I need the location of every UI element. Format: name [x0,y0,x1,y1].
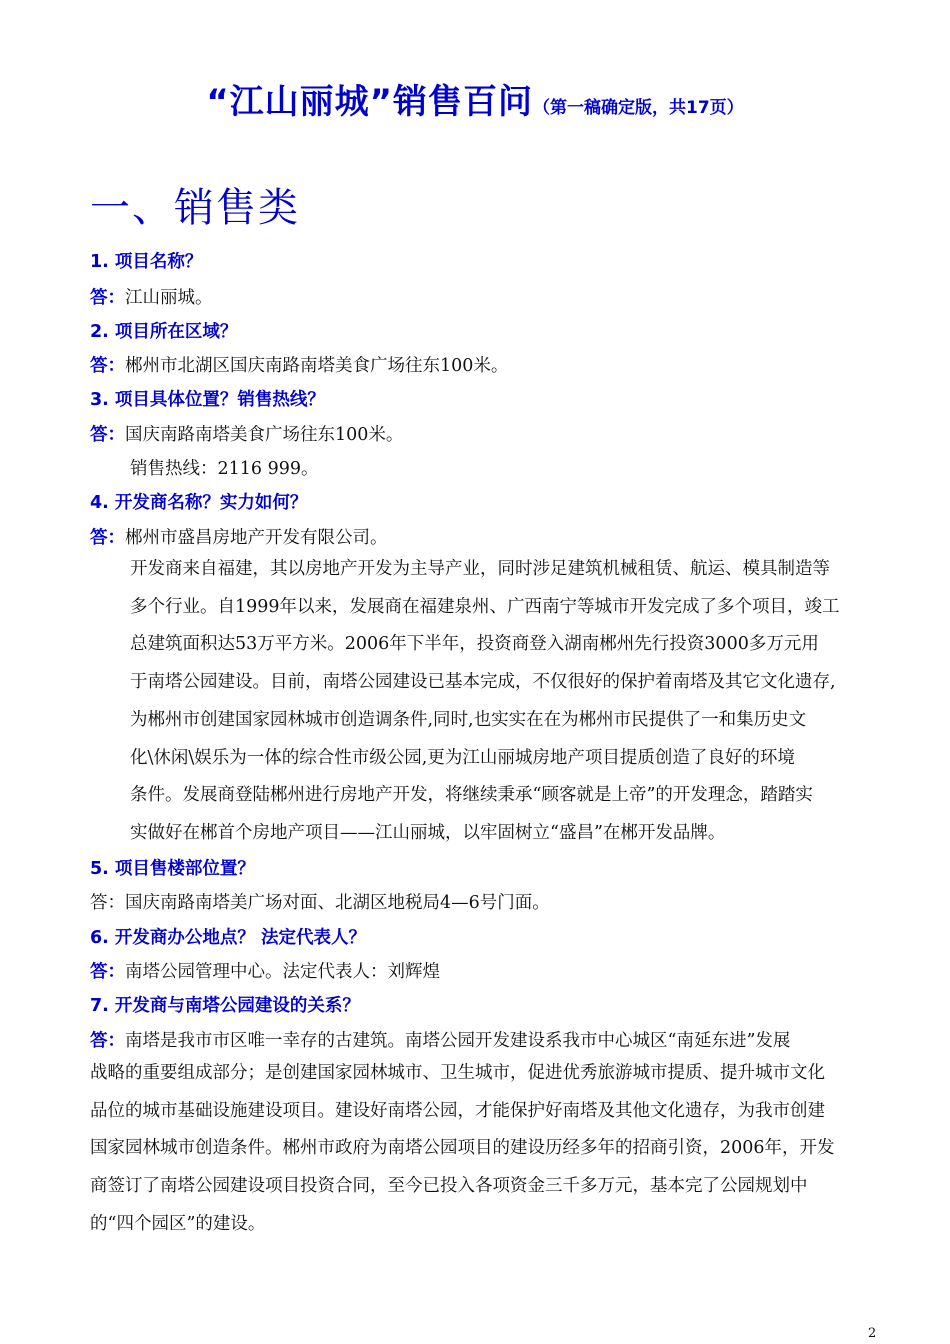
question-5: 5. 项目售楼部位置？ [90,859,255,879]
answer-text: 郴州市北湖区国庆南路南塔美食广场往东100米。 [125,356,509,376]
paragraph-line: 实做好在郴首个房地产项目——江山丽城，以牢固树立“盛昌”在郴开发品牌。 [130,822,726,843]
section-heading: 一、销售类 [90,185,300,231]
paragraph-line: 国家园林城市创造条件。郴州市政府为南塔公园项目的建设历经多年的招商引资，2006年，开发 [90,1138,835,1159]
answer-label: 答： [90,528,125,548]
paragraph-line: 战略的重要组成部分；是创建国家园林城市、卫生城市，促进优秀旅游城市提质、提升城市文化 [90,1063,825,1083]
park-relationship-text [90,1055,880,1244]
answer-3 [90,421,403,446]
answer-text: 郴州市盛昌房地产开发有限公司。 [125,528,388,548]
paragraph-line: 开发商来自福建，其以房地产开发为主导产业，同时涉足建筑机械租赁、航运、模具制造等 [130,559,830,579]
question-4: 4. 开发商名称？实力如何？ [90,493,308,513]
paragraph-line: 的“四个园区”的建设。 [90,1213,266,1234]
answer-label: 答： [90,425,125,445]
paragraph-line: 化\休闲\娱乐为一体的综合性市级公园,更为江山丽城房地产项目提质创造了良好的环境 [130,747,795,768]
answer-label: 答： [90,962,125,982]
paragraph-line: 于南塔公园建设。目前，南塔公园建设已基本完成，不仅很好的保护着南塔及其它文化遗存, [130,672,836,693]
answer-1 [90,284,213,309]
paragraph-line: 条件。发展商登陆郴州进行房地产开发，将继续秉承“顾客就是上帝”的开发理念，踏踏实 [130,785,813,806]
answer-6 [90,958,440,983]
paragraph-line: 商签订了南塔公园建设项目投资合同，至今已投入各项资金三千多万元，基本完了公园规划中 [90,1176,808,1197]
title-subtitle: （第一稿确定版，共17页） [533,98,744,118]
question-6: 6. 开发商办公地点？ 法定代表人？ [90,928,367,948]
answer-text: 国庆南路南塔美食广场往东100米。 [125,425,404,445]
answer-4 [90,524,388,549]
question-7: 7. 开发商与南塔公园建设的关系？ [90,996,360,1016]
paragraph-line: 总建筑面积达53万平方米。2006年下半年，投资商登入湖南郴州先行投资3000多万元用 [130,634,819,655]
document-title [0,74,950,123]
paragraph-line: 多个行业。自1999年以来，发展商在福建泉州、广西南宁等城市开发完成了多个项目，竣工 [130,596,840,617]
answer-text: 南塔公园管理中心。法定代表人：刘辉煌 [125,962,440,982]
title-main: “江山丽城”销售百问 [206,82,534,122]
answer-text: 南塔是我市市区唯一幸存的古建筑。南塔公园开发建设系我市中心城区“南延东进”发展 [125,1031,791,1051]
sales-hotline: 销售热线：2116 999。 [130,459,319,479]
answer-label: 答： [90,288,125,308]
question-2: 2. 项目所在区域？ [90,322,238,342]
answer-label: 答： [90,893,125,913]
answer-label: 答： [90,356,125,376]
answer-5 [90,889,550,914]
question-1: 1. 项目名称？ [90,252,203,272]
developer-description [130,551,880,853]
answer-7 [90,1027,790,1052]
paragraph-line: 品位的城市基础设施建设项目。建设好南塔公园，才能保护好南塔及其他文化遗存，为我市创建 [90,1100,825,1121]
answer-text: 江山丽城。 [125,288,213,308]
page-number: 2 [868,1326,877,1341]
paragraph-line: 为郴州市创建国家园林城市创造调条件,同时,也实实在在为郴州市民提供了一和集历史文 [130,709,807,730]
answer-text: 国庆南路南塔美广场对面、北湖区地税局4—6号门面。 [125,893,550,913]
answer-2 [90,352,508,377]
answer-label: 答： [90,1031,125,1051]
question-3: 3. 项目具体位置？销售热线？ [90,390,325,410]
